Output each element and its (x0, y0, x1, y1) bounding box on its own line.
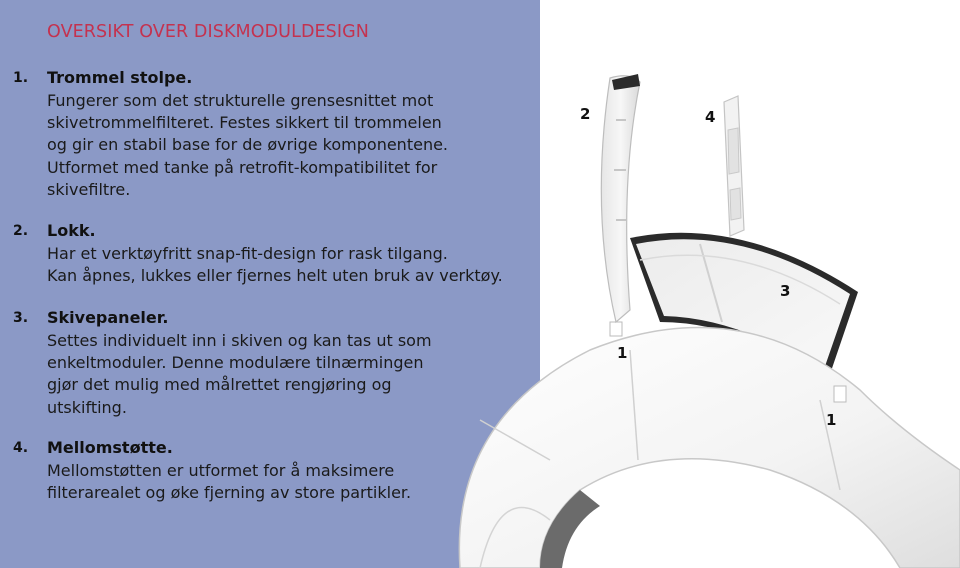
callout-lid: 2 (580, 105, 591, 123)
item-description: Mellomstøtten er utformet for å maksimere filterarealet og øke fjerning av store partikler. (47, 461, 412, 503)
item-number: 2. (13, 223, 29, 239)
callout-support: 4 (705, 108, 716, 126)
support-part (724, 96, 744, 236)
item-title: Lokk. (47, 221, 96, 240)
lid-part (601, 74, 640, 322)
disk-module-illustration (440, 60, 960, 568)
callout-post-left: 1 (617, 344, 628, 362)
item-number: 3. (13, 310, 29, 326)
item-description: Fungerer som det strukturelle grensesnittet mot skivetrommelfilteret. Festes sikkert til trommelen og gir en stabil base for de øvrige komponentene. Utformet med tanke på retrofit-kompatibilitet for skivefiltre. (47, 91, 449, 199)
item-title: Skivepaneler. (47, 308, 169, 327)
callout-panel: 3 (780, 282, 791, 300)
item-number: 4. (13, 440, 29, 456)
item-description: Har et verktøyfritt snap-fit-design for rask tilgang. Kan åpnes, lukkes eller fjernes helt uten bruk av verktøy. (47, 244, 503, 286)
item-number: 1. (13, 70, 29, 86)
item-title: Mellomstøtte. (47, 438, 173, 457)
page-title: OVERSIKT OVER DISKMODULDESIGN (47, 22, 369, 42)
item-title: Trommel stolpe. (47, 68, 193, 87)
drum-post-ring (459, 322, 960, 568)
item-description: Settes individuelt inn i skiven og kan tas ut som enkeltmoduler. Denne modulære tilnærmingen gjør det mulig med målrettet rengjøring og utskifting. (47, 331, 432, 417)
callout-post-right: 1 (826, 411, 837, 429)
